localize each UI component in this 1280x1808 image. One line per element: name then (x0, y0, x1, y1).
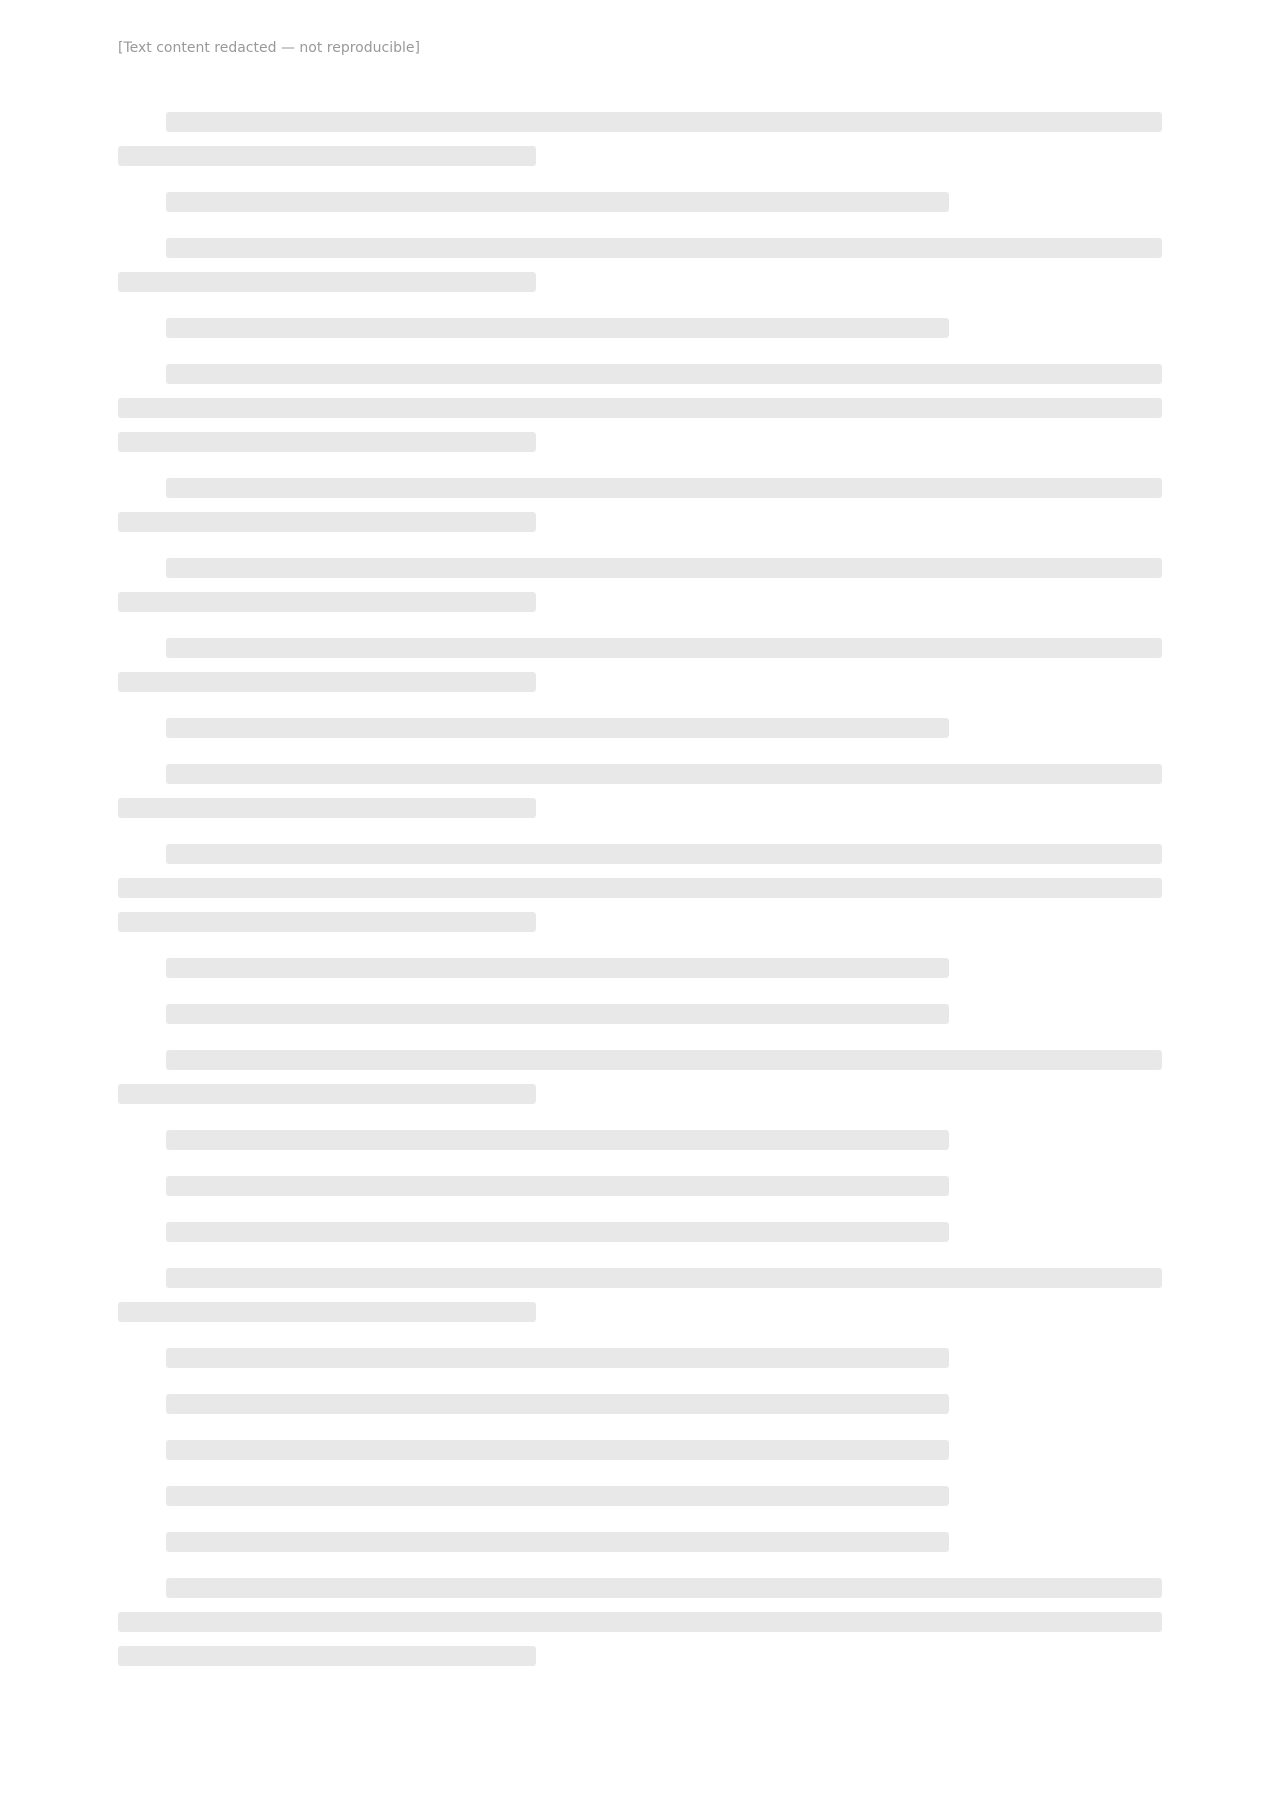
redacted-text-line (118, 398, 1162, 418)
redacted-paragraph (118, 844, 1162, 932)
redacted-text-line (118, 878, 1162, 898)
redacted-paragraph (118, 1050, 1162, 1104)
redacted-paragraph (118, 318, 1162, 338)
redacted-text-line (166, 1004, 949, 1024)
redacted-text-line (118, 512, 536, 532)
redacted-paragraph (118, 1440, 1162, 1460)
redacted-paragraph (118, 1348, 1162, 1368)
redacted-paragraph (118, 558, 1162, 612)
redacted-text-line (166, 1348, 949, 1368)
redacted-text-line (166, 718, 949, 738)
redacted-paragraph (118, 112, 1162, 166)
redacted-text-line (166, 958, 949, 978)
redacted-paragraph (118, 958, 1162, 978)
redacted-text-line (118, 1646, 536, 1666)
redacted-paragraph (118, 364, 1162, 452)
redacted-paragraph (118, 1394, 1162, 1414)
redacted-text-line (118, 592, 536, 612)
redacted-text-line (166, 558, 1162, 578)
redacted-paragraph (118, 1222, 1162, 1242)
redacted-paragraph (118, 638, 1162, 692)
redacted-paragraph (118, 238, 1162, 292)
redacted-text-line (118, 1084, 536, 1104)
redacted-text-line (166, 364, 1162, 384)
redacted-text-line (166, 1130, 949, 1150)
redacted-paragraph (118, 1130, 1162, 1150)
redacted-text-line (166, 1222, 949, 1242)
redacted-paragraph (118, 1578, 1162, 1666)
redacted-paragraph (118, 1176, 1162, 1196)
redacted-text-line (118, 432, 536, 452)
redacted-paragraph (118, 1532, 1162, 1552)
redacted-text-line (166, 1440, 949, 1460)
redacted-text-line (166, 844, 1162, 864)
redaction-notice: [Text content redacted — not reproducible] (118, 40, 420, 56)
redacted-paragraph (118, 718, 1162, 738)
redacted-text-line (166, 1578, 1162, 1598)
redacted-text-line (166, 764, 1162, 784)
redacted-text-line (118, 146, 536, 166)
redacted-text-line (166, 638, 1162, 658)
redacted-text-line (166, 238, 1162, 258)
redacted-paragraph (118, 1004, 1162, 1024)
redacted-text-line (166, 478, 1162, 498)
redacted-text-line (166, 192, 949, 212)
redacted-paragraph (118, 478, 1162, 532)
redacted-paragraph (118, 1268, 1162, 1322)
redacted-text-line (166, 318, 949, 338)
redacted-text-line (166, 1394, 949, 1414)
redacted-text-line (166, 1050, 1162, 1070)
text-area (118, 112, 1162, 1692)
redacted-text-line (118, 672, 536, 692)
redacted-text-line (118, 1612, 1162, 1632)
redacted-paragraph (118, 1486, 1162, 1506)
redacted-text-line (118, 798, 536, 818)
redacted-text-line (166, 1486, 949, 1506)
redacted-text-line (118, 912, 536, 932)
redacted-paragraph (118, 192, 1162, 212)
redacted-text-line (166, 1176, 949, 1196)
redacted-paragraph (118, 764, 1162, 818)
redacted-text-line (166, 1268, 1162, 1288)
redacted-text-line (118, 272, 536, 292)
redacted-text-line (166, 1532, 949, 1552)
redacted-text-line (118, 1302, 536, 1322)
redacted-text-line (166, 112, 1162, 132)
